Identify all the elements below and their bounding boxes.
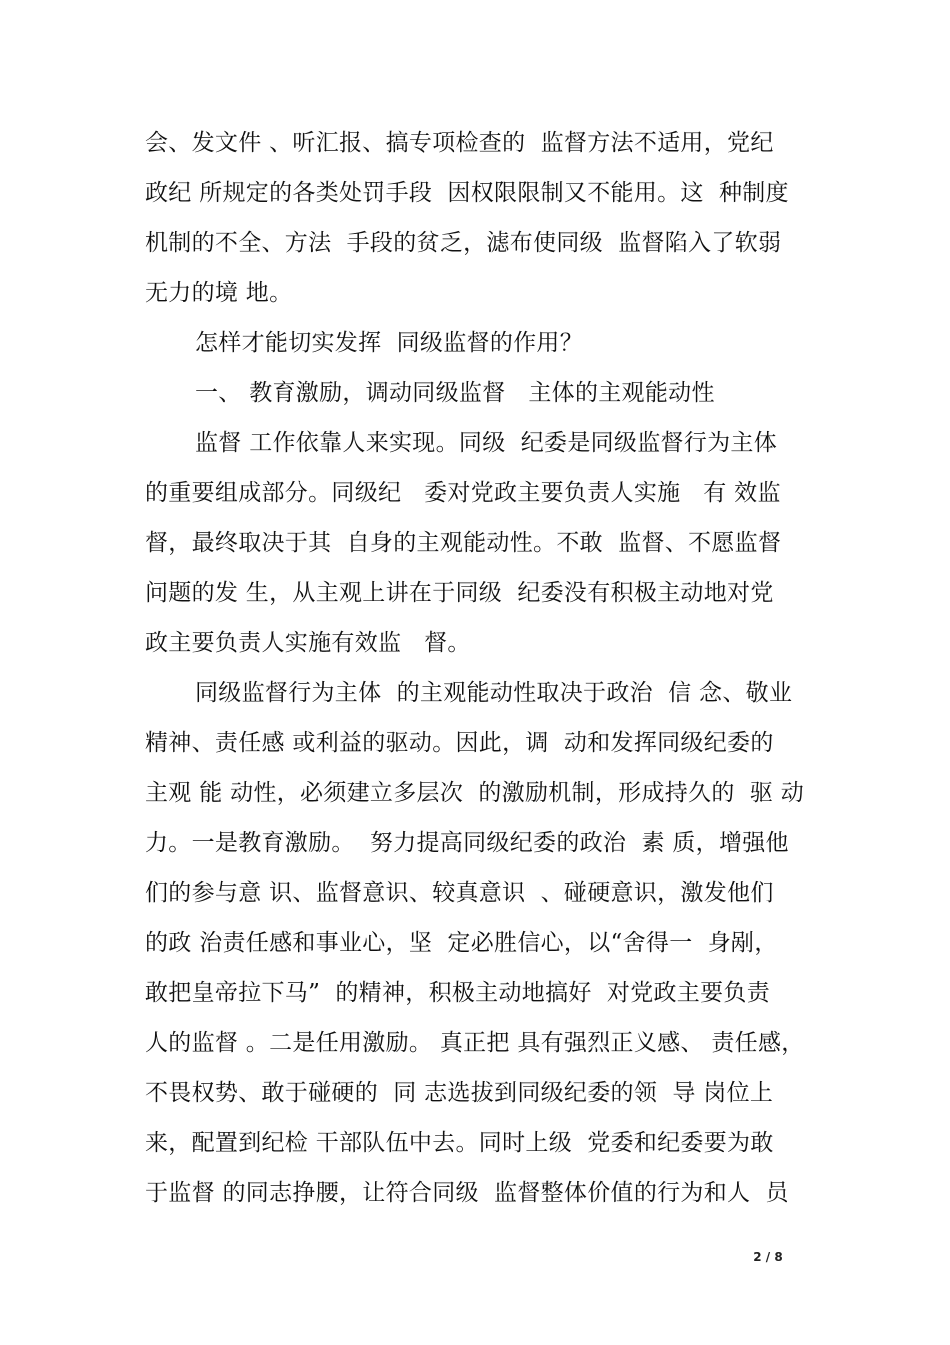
text-line: 人的监督 。二是任用激励。 真正把 具有强烈正义感、 责任感， xyxy=(145,1030,805,1056)
text-line: 力。一是教育激励。 努力提高同级纪委的政治 素 质，增强他 xyxy=(145,830,789,856)
text-line: 监督 工作依靠人来实现。同级 纪委是同级监督行为主体 xyxy=(195,430,778,456)
text-line: 问题的发 生，从主观上讲在于同级 纪委没有积极主动地对党 xyxy=(145,580,774,606)
section-question: 怎样才能切实发挥 同级监督的作用？ xyxy=(195,330,584,356)
text-line: 的重要组成部分。同级纪 委对党政主要负责人实施 有 效监 xyxy=(145,480,781,506)
page-number: 2 / 8 xyxy=(753,1250,783,1264)
body-text xyxy=(145,118,810,1218)
text-line: 敢把皇帝拉下马” 的精神，积极主动地搞好 对党政主要负责 xyxy=(145,980,771,1006)
text-line: 主观 能 动性，必须建立多层次 的激励机制，形成持久的 驱 动 xyxy=(145,780,805,806)
text-line: 不畏权势、敢于碰硬的 同 志选拔到同级纪委的领 导 岗位上 xyxy=(145,1080,774,1106)
text-line: 政纪 所规定的各类处罚手段 因权限限制又不能用。这 种制度 xyxy=(145,180,789,206)
text-line: 同级监督行为主体 的主观能动性取决于政治 信 念、敬业 xyxy=(195,680,793,706)
text-line: 无力的境 地。 xyxy=(145,280,293,306)
section-heading: 一、 教育激励，调动同级监督 主体的主观能动性 xyxy=(195,380,715,406)
text-line: 政主要负责人实施有效监 督。 xyxy=(145,630,471,656)
text-line: 来，配置到纪检 干部队伍中去。同时上级 党委和纪委要为敢 xyxy=(145,1130,774,1156)
text-line: 的政 治责任感和事业心，坚 定必胜信心，以“舍得一 身剐， xyxy=(145,930,778,956)
text-line: 督，最终取决于其 自身的主观能动性。不敢 监督、不愿监督 xyxy=(145,530,782,556)
text-line: 精神、责任感 或利益的驱动。因此，调 动和发挥同级纪委的 xyxy=(145,730,774,756)
text-line: 会、发文件 、听汇报、搞专项检查的 监督方法不适用，党纪 xyxy=(145,130,774,156)
text-line: 们的参与意 识、监督意识、较真意识 、碰硬意识，激发他们 xyxy=(145,880,774,906)
text-line: 机制的不全、方法 手段的贫乏，滤布使同级 监督陷入了软弱 xyxy=(145,230,782,256)
text-line: 于监督 的同志挣腰，让符合同级 监督整体价值的行为和人 员 xyxy=(145,1180,789,1206)
